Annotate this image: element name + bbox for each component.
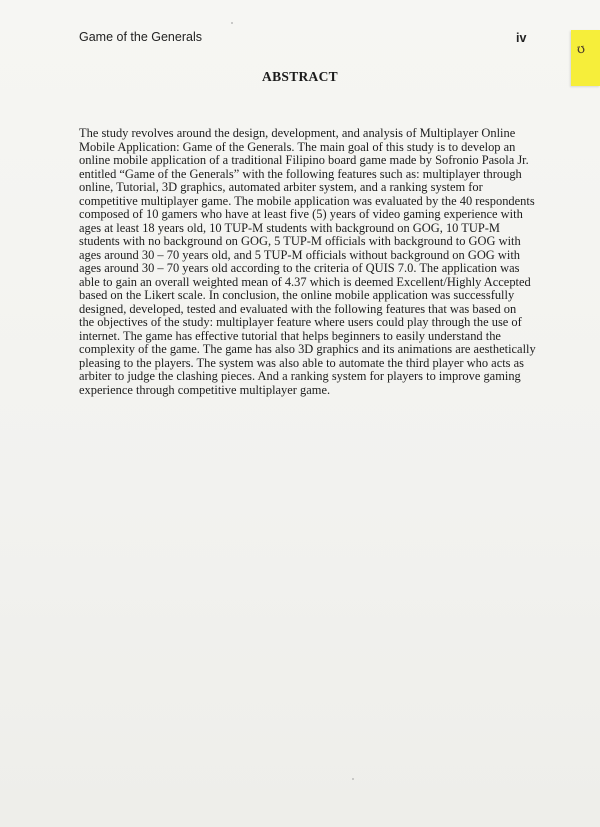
abstract-line: ages around 30 – 70 years old, and 5 TUP-M officials without background on GOG with <box>79 247 521 262</box>
abstract-line: entitled “Game of the Generals” with the following features such as: multiplayer through <box>79 166 522 181</box>
running-header-title: Game of the Generals <box>79 30 202 44</box>
abstract-line: the objectives of the study: multiplayer feature where users could play through the use of <box>79 315 522 329</box>
abstract-line: ages at least 18 years old, 10 TUP-M students with background on GOG, 10 TUP-M <box>79 220 500 235</box>
abstract-line: based on the Likert scale. In conclusion, the online mobile application was successfully <box>79 288 515 302</box>
abstract-line: able to gain an overall weighted mean of 4.37 which is deemed Excellent/Highly Accepted <box>79 274 531 289</box>
abstract-line: complexity of the game. The game has also 3D graphics and its animations are aesthetically <box>79 342 536 356</box>
abstract-line: online, Tutorial, 3D graphics, automated arbiter system, and a ranking system for <box>79 180 483 194</box>
abstract-heading: ABSTRACT <box>262 69 338 84</box>
abstract-line: Mobile Application: Game of the Generals. The main goal of this study is to develop an <box>79 139 516 154</box>
abstract-line: arbiter to judge the clashing pieces. And a ranking system for players to improve gaming <box>79 369 521 383</box>
abstract-line: online mobile application of a traditional Filipino board game made by Sofronio Pasola Jr. <box>79 153 529 167</box>
abstract-line: competitive multiplayer game. The mobile application was evaluated by the 40 respondents <box>79 193 535 208</box>
abstract-line: pleasing to the players. The system was also able to automate the third player who acts as <box>79 355 524 370</box>
abstract-line: The study revolves around the design, development, and analysis of Multiplayer Online <box>79 126 516 140</box>
abstract-body <box>79 126 536 397</box>
abstract-line: composed of 10 gamers who have at least five (5) years of video gaming experience with <box>79 207 523 221</box>
abstract-line: ages around 30 – 70 years old according to the criteria of QUIS 7.0. The application was <box>79 261 520 275</box>
paper-speck <box>352 778 354 780</box>
page-number: iv <box>516 31 527 45</box>
abstract-line: internet. The game has effective tutorial that helps beginners to easily understand the <box>79 328 501 343</box>
abstract-line: experience through competitive multiplayer game. <box>79 382 331 397</box>
abstract-line: students with no background on GOG, 5 TUP-M officials with background to GOG with <box>79 234 521 248</box>
sticky-note-handwritten-mark: ʊ <box>575 41 587 58</box>
abstract-line: designed, developed, tested and evaluated with the following features that was based on <box>79 301 517 316</box>
paper-speck <box>231 22 233 24</box>
